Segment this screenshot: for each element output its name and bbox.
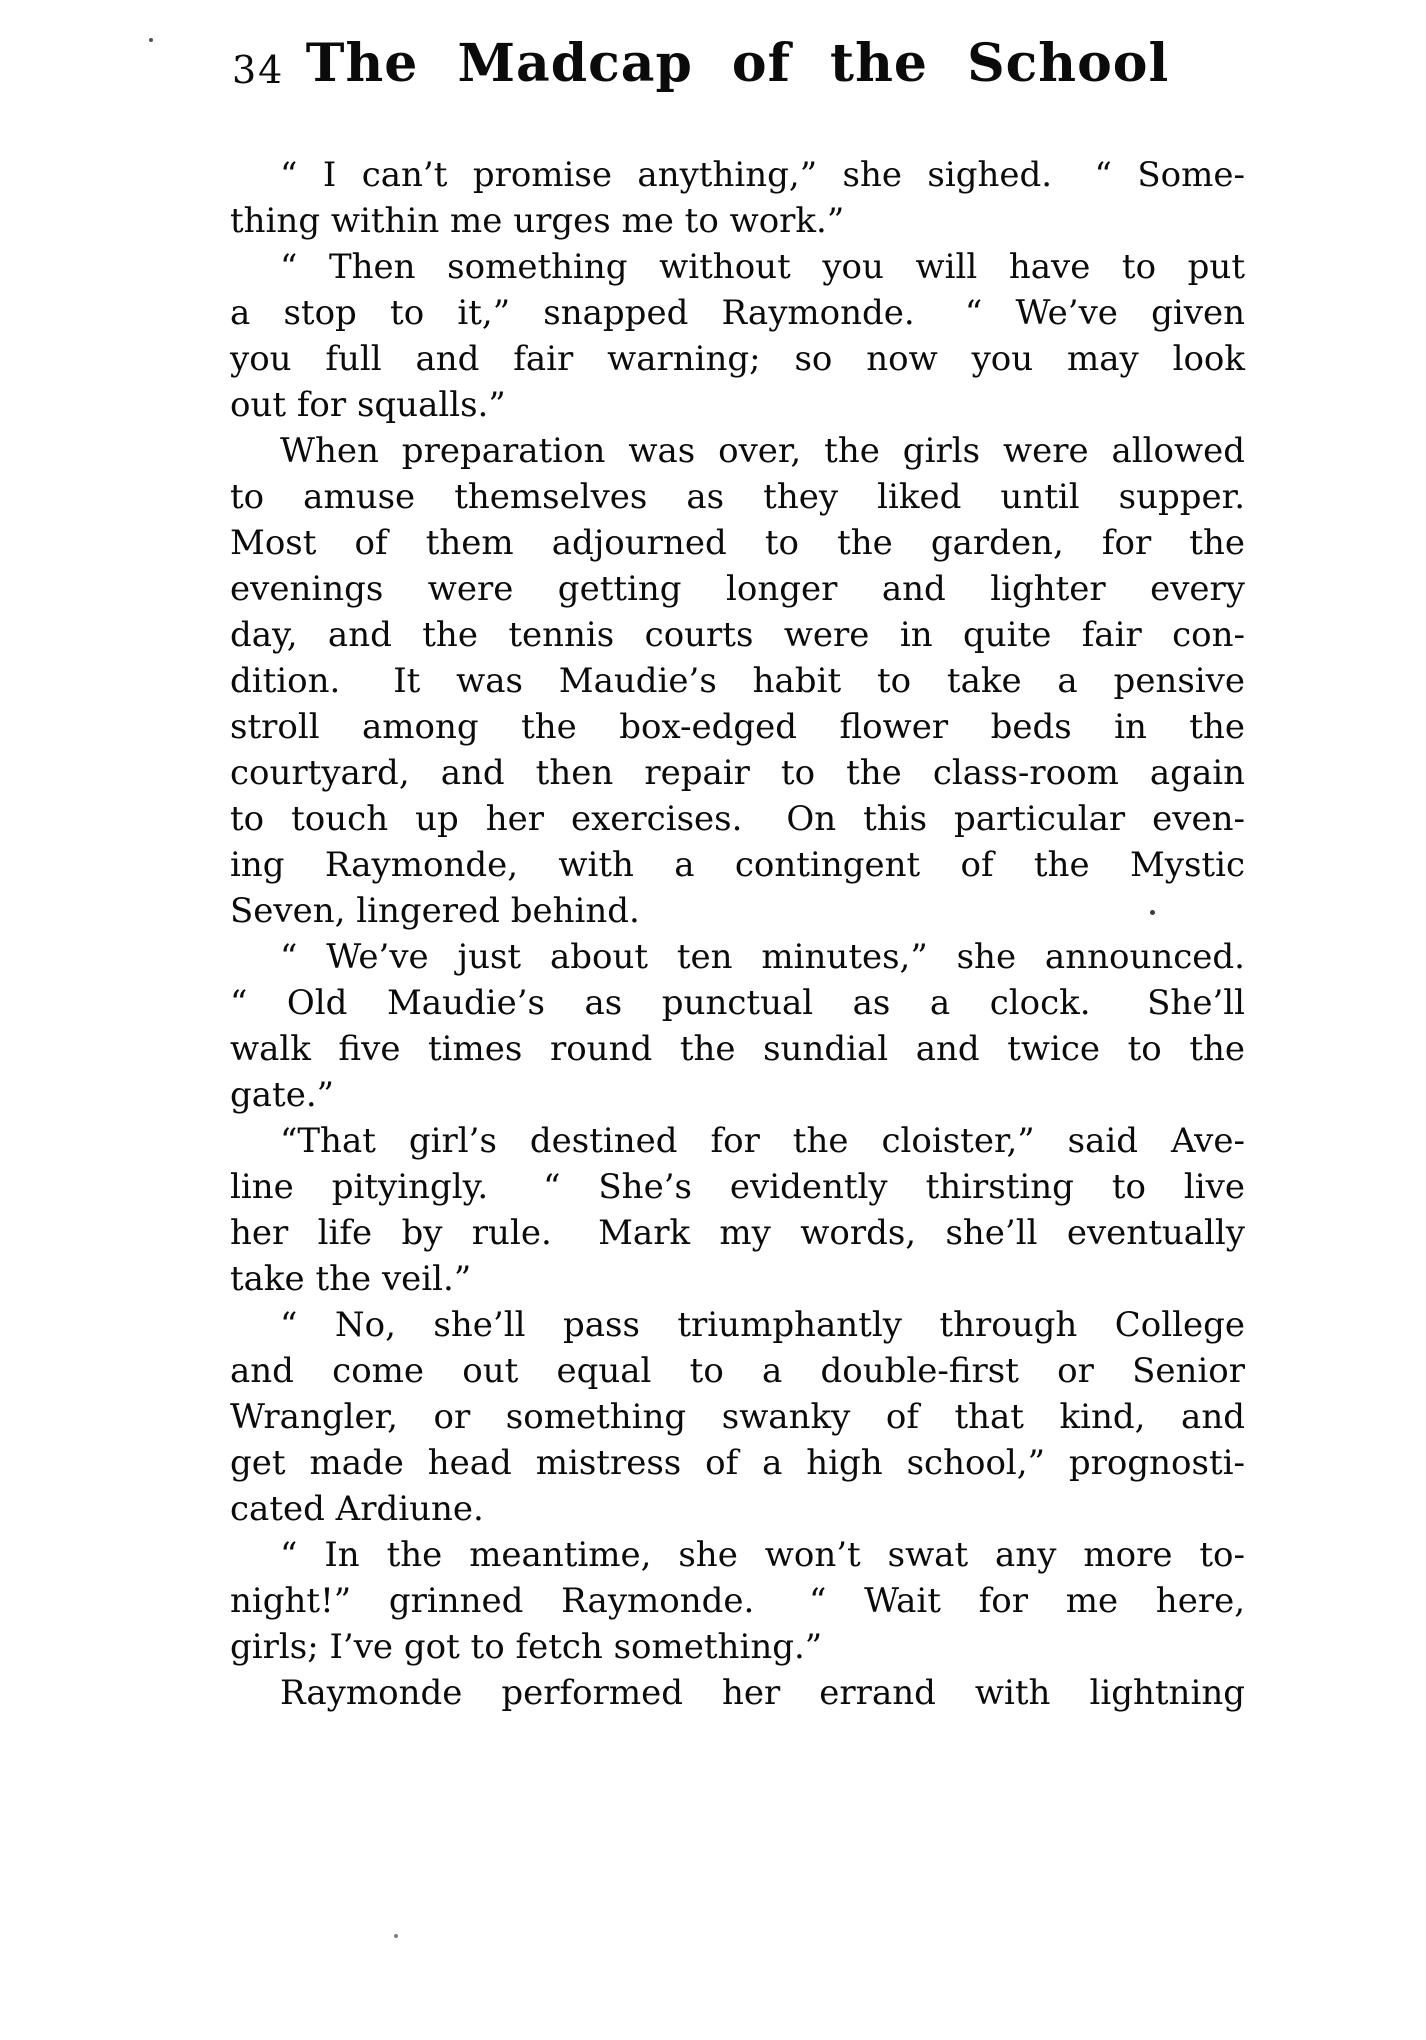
text-line: to touch up her exercises. On this particular even- <box>230 799 1245 839</box>
text-line: line pityingly. “ She’s evidently thirsting to live <box>230 1167 1245 1207</box>
text-line: a stop to it,” snapped Raymonde. “ We’ve given <box>230 293 1245 333</box>
text-line: girls; I’ve got to fetch something.” <box>230 1627 823 1667</box>
text-line: gate.” <box>230 1075 335 1115</box>
text-line: to amuse themselves as they liked until supper. <box>230 477 1245 517</box>
text-line: get made head mistress of a high school,” prognosti- <box>230 1443 1245 1483</box>
text-line: you full and fair warning; so now you may look <box>230 339 1245 379</box>
text-line: take the veil.” <box>230 1259 472 1299</box>
text-line: “ I can’t promise anything,” she sighed. “ Some- <box>280 155 1245 195</box>
text-line: Wrangler, or something swanky of that kind, and <box>230 1397 1245 1437</box>
page-text <box>230 152 1245 1716</box>
text-line: “ Then something without you will have to put <box>280 247 1245 287</box>
text-line: dition. It was Maudie’s habit to take a pensive <box>230 661 1245 701</box>
text-line: “That girl’s destined for the cloister,” said Ave- <box>280 1121 1245 1161</box>
text-line: walk five times round the sundial and twice to the <box>230 1029 1245 1069</box>
page-header <box>230 34 1245 100</box>
text-line: cated Ardiune. <box>230 1489 484 1529</box>
text-line: “ We’ve just about ten minutes,” she announced. <box>280 937 1245 977</box>
scan-speckle <box>394 1934 398 1938</box>
text-line: night!” grinned Raymonde. “ Wait for me here, <box>230 1581 1245 1621</box>
text-line: evenings were getting longer and lighter every <box>230 569 1245 609</box>
text-line: “ Old Maudie’s as punctual as a clock. She’ll <box>230 983 1245 1023</box>
running-title: The Madcap of the School <box>305 33 1170 94</box>
page-number: 34 <box>232 48 285 92</box>
scan-speckle <box>149 38 153 42</box>
text-line: Seven, lingered behind. <box>230 891 640 931</box>
text-line: “ In the meantime, she won’t swat any more to- <box>280 1535 1245 1575</box>
text-line: “ No, she’ll pass triumphantly through College <box>280 1305 1245 1345</box>
text-line: out for squalls.” <box>230 385 506 425</box>
scan-speckle <box>1150 910 1155 915</box>
text-line: day, and the tennis courts were in quite fair con- <box>230 615 1245 655</box>
text-line: courtyard, and then repair to the class-room again <box>230 753 1245 793</box>
text-line: and come out equal to a double-first or Senior <box>230 1351 1245 1391</box>
text-line: her life by rule. Mark my words, she’ll eventually <box>230 1213 1245 1253</box>
text-line: When preparation was over, the girls were allowed <box>280 431 1245 471</box>
text-line: stroll among the box-edged flower beds in the <box>230 707 1245 747</box>
text-line: ing Raymonde, with a contingent of the Mystic <box>230 845 1245 885</box>
text-line: Most of them adjourned to the garden, for the <box>230 523 1245 563</box>
text-line: Raymonde performed her errand with lightning <box>280 1673 1245 1713</box>
text-line: thing within me urges me to work.” <box>230 201 845 241</box>
